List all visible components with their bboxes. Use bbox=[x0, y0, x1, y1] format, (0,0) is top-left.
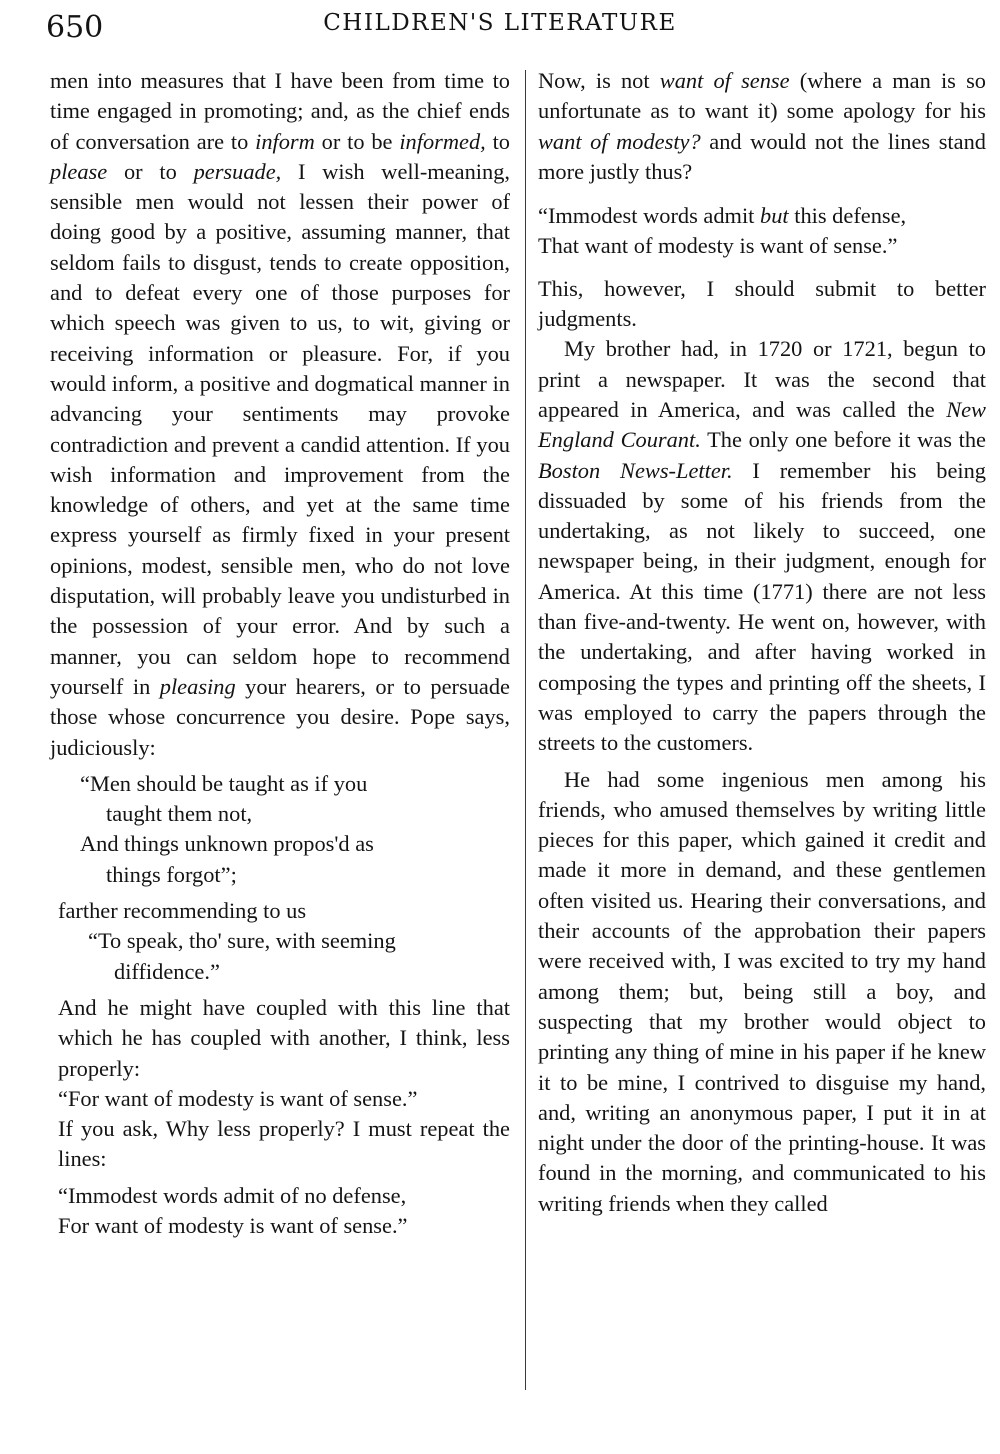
right-paragraph-1 bbox=[538, 66, 986, 187]
left-column bbox=[50, 66, 510, 1247]
italic-run: pleasing bbox=[159, 673, 236, 699]
quote-line bbox=[538, 201, 986, 231]
text-run: The only one before it was the bbox=[700, 427, 986, 453]
quote-line: That want of modesty is want of sense.” bbox=[538, 233, 898, 259]
verse-line: taught them not, bbox=[106, 801, 253, 827]
farther-line: farther recommending to us bbox=[58, 898, 307, 924]
running-head: CHILDREN'S LITERATURE bbox=[323, 10, 677, 36]
right-column bbox=[538, 66, 986, 1219]
italic-run: inform bbox=[255, 128, 315, 154]
text-run: I remember his being dissuaded by some of his friends from the undertaking, as not likely to succeed, one newspaper being, in their judgment, enough for America. At this time (1771) there are not less than five-and-twenty. He went on, however, with the undertaking, and after having worked in composing the types and printing off the sheets, I was employed to carry the papers through the streets to the customers. bbox=[538, 457, 986, 756]
text-run: or to bbox=[107, 158, 194, 184]
text-run: My brother had, in 1720 or 1721, begun to print a newspaper. It was the second that appeared in America, and was called the bbox=[538, 336, 986, 422]
verse-line: And things unknown propos'd as bbox=[80, 831, 374, 857]
left-paragraph-1 bbox=[50, 66, 510, 763]
text-run: your hearers, or to persuade those whose concurrence you desire. Pope says, judiciously: bbox=[50, 673, 510, 760]
text-run: this defense, bbox=[788, 203, 907, 229]
right-paragraph-4: He had some ingenious men among his friends, who amused themselves by writing little pieces for this paper, which gained it credit and made it more in demand, and these gentlemen often visited us. Hearing their conversations, and their accounts of the approbation their papers were received with, I was excited to try my hand among them; but, being still a boy, and suspecting that my brother would object to printing any thing of mine in his paper if he knew it to be mine, I contrived to disguise my hand, and, writing an anonymous paper, I put it in at night under the door of the printing-house. It was found in the morning, and communicated to his writing friends when they called bbox=[538, 766, 986, 1216]
column-divider bbox=[525, 70, 526, 1390]
revised-couplet bbox=[538, 201, 986, 262]
italic-run: but bbox=[760, 203, 789, 229]
right-paragraph-3 bbox=[538, 334, 986, 758]
verse-line: things forgot”; bbox=[106, 861, 237, 887]
italic-run: Boston News-Letter. bbox=[538, 457, 733, 483]
text-run: I wish well-meaning, sensible men would not lessen their power of doing good by a positive, assuming manner, that seldom fails to disgust, tends to create opposition, and to defeat every one of those purposes for which speech was given to us, to wit, giving or receiving information or pleasure. For, if you would inform, a positive and dogmatical manner in advancing your sentiments may provoke contradiction and prevent a candid attention. If you wish information and improvement from the knowledge of others, and yet at the same time express yourself as firmly fixed in your present opinions, modest, sensible men, who do not love disputation, will probably leave you undisturbed in the possession of your error. And by such a manner, you can seldom hope to recommend yourself in bbox=[50, 158, 510, 699]
text-run: “Immodest words admit bbox=[538, 203, 761, 229]
pope-verse-1 bbox=[80, 769, 510, 890]
italic-run: want of sense bbox=[659, 68, 790, 93]
verse-line: diffidence.” bbox=[114, 958, 220, 984]
text-run: and would not the lines stand more justly thus? bbox=[538, 128, 986, 184]
italic-run: persuade, bbox=[193, 158, 282, 184]
text-run: (where a man is so unfortunate as to want it) some apology for his bbox=[538, 68, 986, 124]
text-run: to bbox=[485, 128, 511, 154]
verse-line: “To speak, tho' sure, with seeming bbox=[88, 928, 396, 954]
italic-run: want of modesty? bbox=[538, 128, 701, 154]
left-paragraph-2: And he might have coupled with this line that which he has coupled with another, I think, less properly: bbox=[58, 994, 510, 1081]
quote-line: For want of modesty is want of sense.” bbox=[58, 1212, 408, 1238]
verse-line: “Men should be taught as if you bbox=[80, 770, 368, 796]
quote-line: “Immodest words admit of no defense, bbox=[58, 1182, 407, 1208]
italic-run: informed, bbox=[399, 128, 486, 154]
page-number: 650 bbox=[46, 10, 104, 45]
text-run: men into measures that I have been from time to time engaged in promoting; and, as the chief ends of conversation are to bbox=[50, 68, 510, 154]
text-run: Now, is not bbox=[538, 68, 660, 93]
right-paragraph-2: This, however, I should submit to better judgments. bbox=[538, 275, 986, 332]
quote-want-of-modesty: “For want of modesty is want of sense.” bbox=[58, 1085, 418, 1111]
left-paragraph-3: If you ask, Why less properly? I must repeat the lines: bbox=[58, 1116, 510, 1172]
pope-verse-2 bbox=[88, 926, 510, 987]
italic-run: please bbox=[50, 158, 108, 184]
text-run: or to be bbox=[314, 128, 400, 154]
quote-immodest-words bbox=[50, 1181, 510, 1242]
italic-run: New England Courant. bbox=[538, 396, 986, 453]
